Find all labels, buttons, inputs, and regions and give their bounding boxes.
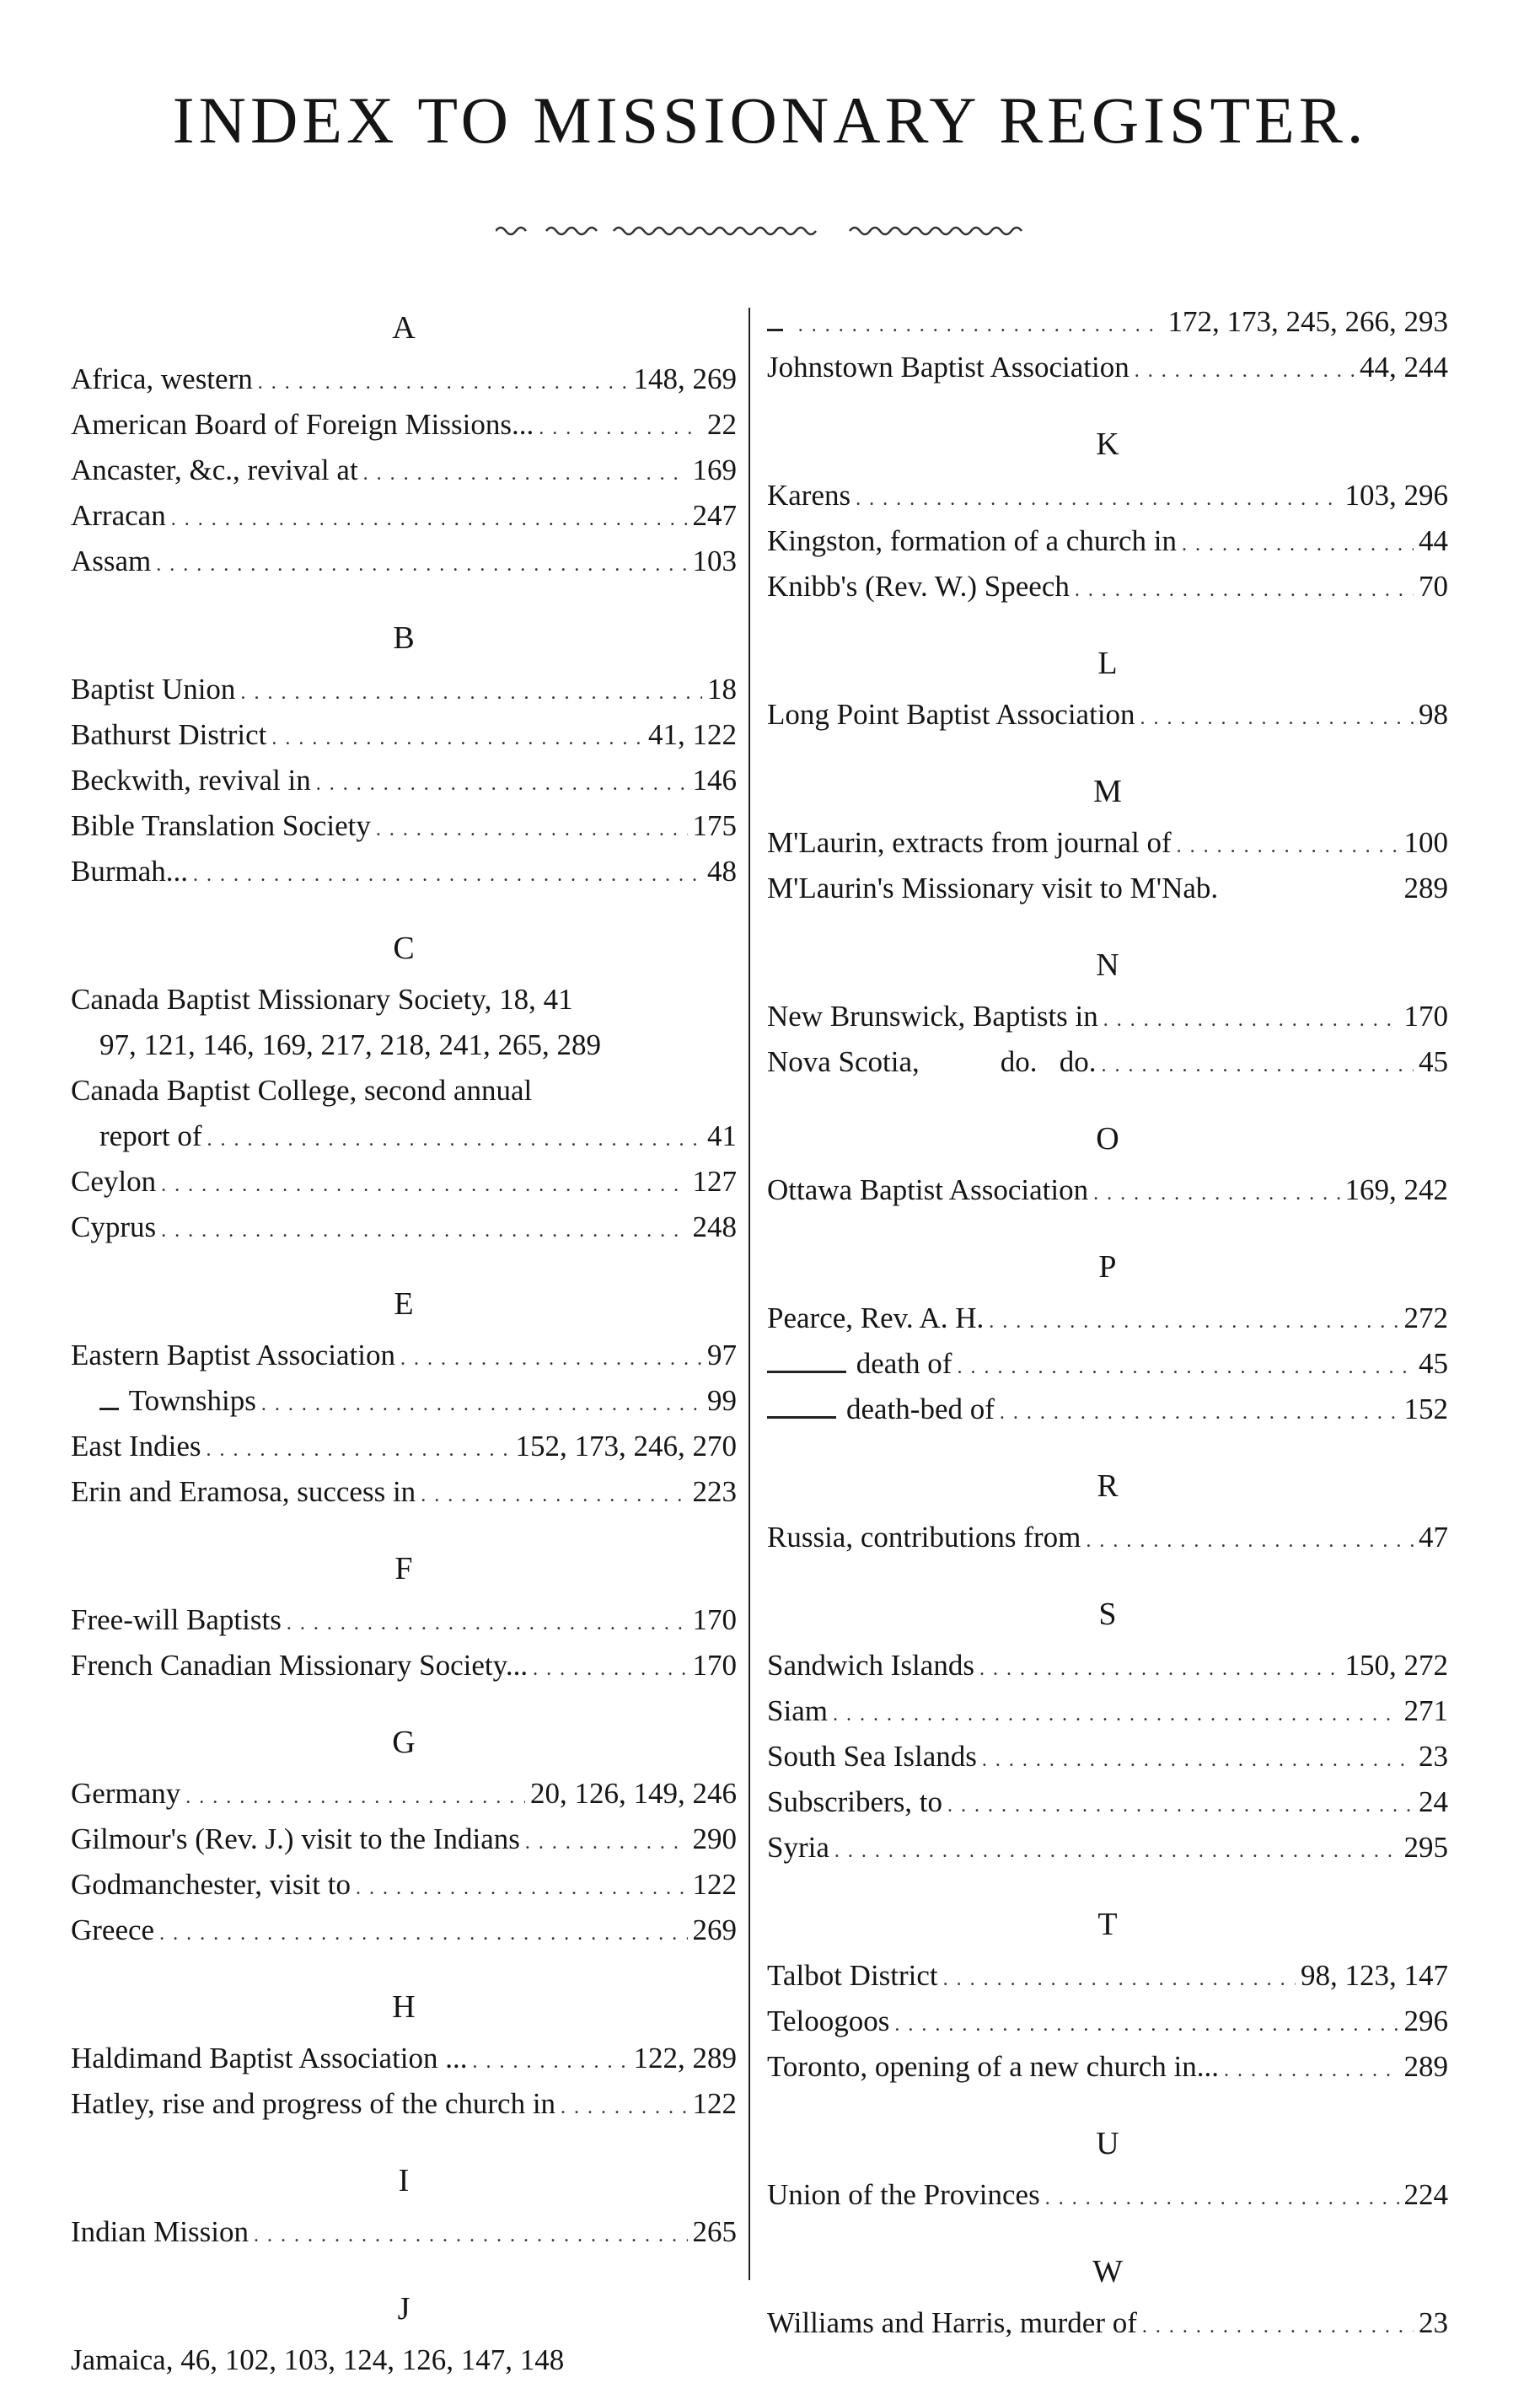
index-entry	[767, 1039, 1448, 1085]
entry-title: Bible Translation Society	[71, 809, 371, 842]
entry-pages: 97, 121, 146, 169, 217, 218, 241, 265, 289	[99, 1028, 601, 1061]
entry-pages: 41	[707, 1119, 737, 1152]
entry-title: Bathurst District	[71, 718, 267, 751]
section-letter: J	[397, 2291, 410, 2327]
index-entry	[71, 1908, 737, 1953]
entry-title: Haldimand Baptist Association ...	[71, 2042, 468, 2074]
index-entry	[71, 1159, 737, 1205]
index-entry	[71, 1597, 737, 1643]
section-letter: I	[398, 2163, 410, 2198]
entry-pages: 152, 173, 246, 270	[515, 1430, 737, 1463]
index-entry	[71, 712, 737, 758]
entry-title: Nova Scotia,	[767, 1045, 920, 1078]
entry-title: Godmanchester, visit to	[71, 1868, 351, 1901]
section-letter: N	[1096, 947, 1119, 983]
entry-title: Canada Baptist Missionary Society, 18, 41	[71, 983, 573, 1016]
index-entry	[71, 758, 737, 803]
entry-title: Canada Baptist College, second annual	[71, 1074, 533, 1107]
ornament-rule	[496, 221, 1044, 241]
entry-pages: 265	[692, 2215, 737, 2248]
index-entry	[71, 803, 737, 849]
entry-title: Siam	[767, 1694, 828, 1727]
section-letter: U	[1096, 2126, 1119, 2161]
section-letter: W	[1092, 2254, 1123, 2289]
index-entry	[71, 977, 737, 1022]
entry-title: Jamaica, 46, 102, 103, 124, 126, 147, 148	[71, 2343, 565, 2376]
entry-title: death-bed of	[846, 1393, 995, 1425]
entry-title: death of	[856, 1347, 952, 1380]
section-letter: M	[1093, 774, 1122, 809]
column-divider	[749, 308, 750, 2280]
index-entry	[71, 1862, 737, 1908]
entry-pages: 103	[692, 545, 737, 577]
index-entry	[767, 2044, 1448, 2090]
index-entry	[71, 402, 737, 448]
index-entry-continuation	[71, 1022, 737, 1068]
entry-title: South Sea Islands	[767, 1740, 977, 1773]
entry-pages: 172, 173, 245, 266, 293	[1167, 305, 1448, 338]
entry-title: Sandwich Islands	[767, 1649, 974, 1682]
section-letter: B	[393, 620, 415, 656]
index-entry	[767, 692, 1448, 738]
entry-pages: 44, 244	[1360, 351, 1448, 384]
entry-pages: 99	[707, 1384, 737, 1417]
entry-title: Indian Mission	[71, 2215, 249, 2248]
entry-pages: 269	[692, 1913, 737, 1946]
entry-title: Toronto, opening of a new church in...	[767, 2050, 1220, 2083]
entry-title: Knibb's (Rev. W.) Speech	[767, 570, 1070, 603]
entry-pages: 44	[1419, 524, 1448, 557]
index-entry	[71, 1469, 737, 1515]
entry-pages: 152	[1403, 1393, 1448, 1425]
index-entry	[767, 345, 1448, 390]
index-entry	[71, 2209, 737, 2255]
entry-pages: 23	[1419, 2306, 1448, 2339]
ditto-rule	[767, 1416, 836, 1419]
index-entry	[71, 448, 737, 493]
index-entry	[767, 1779, 1448, 1825]
section-letter: C	[393, 931, 415, 966]
index-entry	[71, 2337, 737, 2383]
entry-pages: 122, 289	[633, 2042, 737, 2074]
entry-title: Ottawa Baptist Association	[767, 1173, 1089, 1206]
index-entry	[767, 820, 1448, 866]
entry-title: Baptist Union	[71, 673, 236, 706]
entry-pages: 248	[692, 1210, 737, 1243]
index-entry	[767, 994, 1448, 1039]
index-column-right	[767, 299, 1448, 2346]
entry-pages: 45	[1419, 1347, 1448, 1380]
index-entry	[767, 1643, 1448, 1688]
entry-title: Pearce, Rev. A. H.	[767, 1302, 985, 1334]
index-entry	[71, 1205, 737, 1250]
entry-pages: 41, 122	[648, 718, 737, 751]
section-letter: S	[1098, 1597, 1117, 1632]
index-entry	[767, 1953, 1448, 1999]
entry-title: Africa, western	[71, 362, 253, 395]
entry-title: Long Point Baptist Association	[767, 698, 1135, 731]
index-entry	[767, 518, 1448, 564]
index-entry	[767, 1999, 1448, 2044]
index-entry	[71, 2036, 737, 2081]
section-letter: A	[392, 310, 416, 346]
entry-pages: 169, 242	[1344, 1173, 1448, 1206]
entry-title: Williams and Harris, murder of	[767, 2306, 1137, 2339]
index-entry	[71, 1817, 737, 1862]
index-entry	[767, 1296, 1448, 1341]
entry-pages: 20, 126, 149, 246	[530, 1777, 737, 1810]
section-letter: H	[392, 1989, 416, 2025]
entry-title: Greece	[71, 1913, 155, 1946]
entry-pages: 224	[1403, 2178, 1448, 2211]
index-entry-sub	[767, 1387, 1448, 1432]
entry-title: Talbot District	[767, 1959, 938, 1992]
entry-pages: 175	[692, 809, 737, 842]
ditto-rule	[99, 1408, 119, 1410]
entry-pages: 223	[692, 1475, 737, 1508]
entry-pages: 70	[1419, 570, 1448, 603]
entry-title: Teloogoos	[767, 2005, 890, 2037]
entry-pages: 122	[692, 2087, 737, 2120]
entry-pages: 103, 296	[1344, 479, 1448, 512]
entry-pages: 290	[692, 1822, 737, 1855]
entry-title: Kingston, formation of a church in	[767, 524, 1178, 557]
index-entry	[71, 493, 737, 539]
entry-title: Syria	[767, 1831, 829, 1864]
entry-pages: 148, 269	[633, 362, 737, 395]
entry-ditto: do. do.	[1000, 1045, 1097, 1078]
index-entry	[71, 1068, 737, 1114]
ditto-rule	[767, 1371, 846, 1373]
entry-title: Eastern Baptist Association	[71, 1339, 395, 1371]
section-letter: L	[1097, 646, 1118, 681]
entry-pages: 146	[692, 764, 737, 797]
index-column-left	[71, 299, 737, 2383]
entry-pages: 271	[1403, 1694, 1448, 1727]
entry-title: Beckwith, revival in	[71, 764, 311, 797]
entry-title: Ceylon	[71, 1165, 157, 1198]
entry-pages: 45	[1419, 1045, 1448, 1078]
entry-pages: 289	[1403, 2050, 1448, 2083]
entry-pages: 98, 123, 147	[1301, 1959, 1448, 1992]
entry-pages: 23	[1419, 1740, 1448, 1773]
entry-title: Erin and Eramosa, success in	[71, 1475, 416, 1508]
entry-title: East Indies	[71, 1430, 201, 1463]
index-entry-continuation	[767, 299, 1448, 345]
entry-pages: 122	[692, 1868, 737, 1901]
entry-title: Johnstown Baptist Association	[767, 351, 1130, 384]
section-letter: T	[1097, 1907, 1118, 1942]
index-entry	[71, 1333, 737, 1378]
section-letter: G	[392, 1725, 416, 1760]
entry-title: Assam	[71, 545, 152, 577]
entry-pages: 22	[707, 408, 737, 441]
ditto-rule	[767, 329, 783, 331]
entry-pages: 169	[692, 454, 737, 486]
entry-title: Germany	[71, 1777, 181, 1810]
index-entry	[767, 473, 1448, 518]
index-entry	[71, 1643, 737, 1688]
entry-title: Free-will Baptists	[71, 1603, 282, 1636]
section-letter: K	[1096, 427, 1119, 462]
section-letter: E	[394, 1286, 414, 1322]
index-entry	[767, 866, 1448, 911]
entry-title-cont: report of	[99, 1119, 202, 1152]
index-entry	[767, 1688, 1448, 1734]
entry-pages: 127	[692, 1165, 737, 1198]
index-entry	[767, 1515, 1448, 1560]
entry-pages: 170	[692, 1649, 737, 1682]
index-entry	[767, 564, 1448, 609]
index-entry	[767, 1167, 1448, 1213]
entry-pages: 295	[1403, 1831, 1448, 1864]
index-entry	[71, 1424, 737, 1469]
page-title: INDEX TO MISSIONARY REGISTER.	[172, 83, 1368, 157]
section-letter: F	[394, 1551, 413, 1586]
index-entry	[71, 357, 737, 402]
entry-title: Subscribers, to	[767, 1785, 943, 1818]
index-entry	[767, 1734, 1448, 1779]
entry-pages: 18	[707, 673, 737, 706]
entry-pages: 98	[1419, 698, 1448, 731]
entry-pages: 97	[707, 1339, 737, 1371]
section-letter: O	[1096, 1121, 1119, 1157]
entry-title: New Brunswick, Baptists in	[767, 1000, 1098, 1033]
entry-pages: 100	[1403, 826, 1448, 859]
index-entry	[71, 667, 737, 712]
index-entry	[767, 2172, 1448, 2218]
index-entry-continuation	[71, 1114, 737, 1159]
entry-pages: 247	[692, 499, 737, 532]
entry-pages: 24	[1419, 1785, 1448, 1818]
entry-pages: 272	[1403, 1302, 1448, 1334]
entry-title: Cyprus	[71, 1210, 157, 1243]
entry-title: Ancaster, &c., revival at	[71, 454, 358, 486]
entry-title: M'Laurin, extracts from journal of	[767, 826, 1172, 859]
index-entry-sub	[767, 1341, 1448, 1387]
section-letter: R	[1097, 1468, 1119, 1504]
entry-title: Gilmour's (Rev. J.) visit to the Indians	[71, 1822, 520, 1855]
entry-title: Russia, contributions from	[767, 1521, 1081, 1554]
index-entry	[71, 1771, 737, 1817]
entry-title: Burmah...	[71, 855, 189, 888]
entry-title: Townships	[128, 1384, 256, 1417]
entry-pages: 48	[707, 855, 737, 888]
entry-title: Hatley, rise and progress of the church in	[71, 2087, 556, 2120]
entry-pages: 150, 272	[1344, 1649, 1448, 1682]
entry-pages: 170	[692, 1603, 737, 1636]
index-entry	[767, 1825, 1448, 1870]
entry-title: M'Laurin's Missionary visit to M'Nab.	[767, 872, 1219, 904]
entry-title: Union of the Provinces	[767, 2178, 1040, 2211]
index-entry	[767, 2300, 1448, 2346]
entry-pages: 170	[1403, 1000, 1448, 1033]
entry-title: French Canadian Missionary Society...	[71, 1649, 529, 1682]
entry-pages: 296	[1403, 2005, 1448, 2037]
entry-title: American Board of Foreign Missions...	[71, 408, 534, 441]
entry-pages: 289	[1403, 872, 1448, 904]
entry-title: Arracan	[71, 499, 166, 532]
index-entry-sub	[71, 1378, 737, 1424]
section-letter: P	[1098, 1249, 1117, 1285]
entry-title: Karens	[767, 479, 851, 512]
index-entry	[71, 849, 737, 894]
entry-pages: 47	[1419, 1521, 1448, 1554]
index-entry	[71, 539, 737, 584]
index-entry	[71, 2081, 737, 2127]
